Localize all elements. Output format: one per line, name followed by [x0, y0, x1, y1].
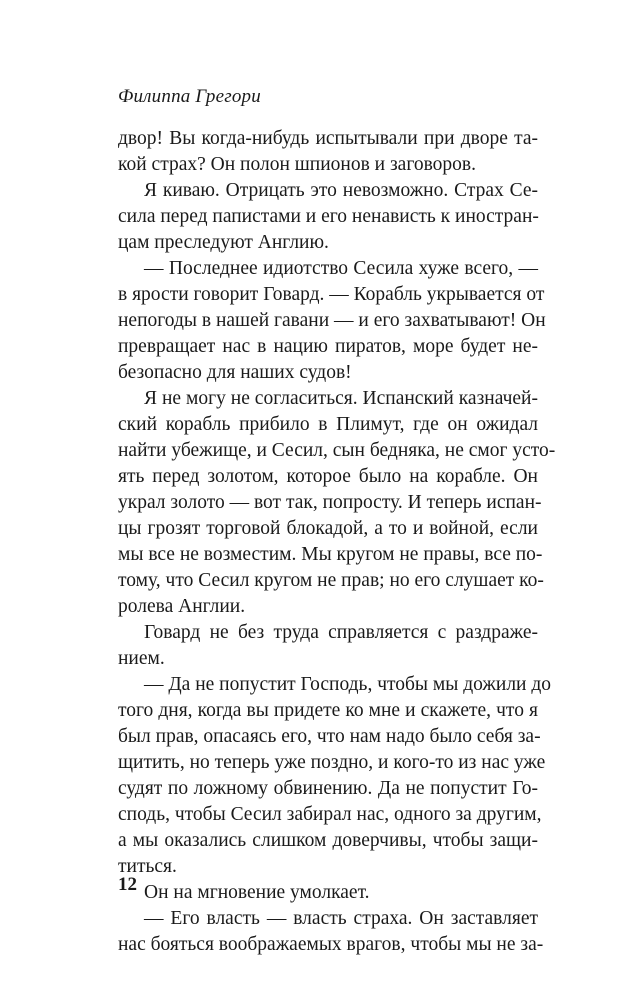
text-line: был прав, опасаясь его, что нам надо было себя за-	[118, 726, 541, 747]
text-line: нас бояться воображаемых врагов, чтобы мы не за-	[118, 934, 544, 955]
text-line: безопасно для наших судов!	[118, 362, 352, 383]
text-line: титься.	[118, 856, 177, 877]
text-line: Я не могу не согласиться. Испанский казначей-	[144, 388, 538, 409]
text-line: в ярости говорит Говард. — Корабль укрывается от	[118, 284, 545, 305]
text-line: цам преследуют Англию.	[118, 232, 329, 253]
text-line: а мы оказались слишком доверчивы, чтобы защи-	[118, 830, 538, 851]
running-head: Филиппа Грегори	[118, 86, 261, 107]
text-line: Он на мгновение умолкает.	[144, 882, 370, 903]
text-line: украл золото — вот так, попросту. И теперь испан-	[118, 492, 542, 513]
text-line: превращает нас в нацию пиратов, море будет не-	[118, 336, 538, 357]
body-text	[118, 126, 556, 958]
text-line: кой страх? Он полон шпионов и заговоров.	[118, 154, 476, 175]
text-line: ролева Англии.	[118, 596, 246, 617]
text-line: Говард не без труда справляется с раздраже-	[144, 622, 538, 643]
text-line: судят по ложному обвинению. Да не попустит Го-	[118, 778, 538, 799]
text-line: тому, что Сесил кругом не прав; но его слушает ко-	[118, 570, 544, 591]
text-line: нием.	[118, 648, 165, 669]
text-line: ять перед золотом, которое было на корабле. Он	[118, 466, 538, 487]
text-line: щитить, но теперь уже поздно, и кого-то из нас уже	[118, 752, 546, 773]
text-line: двор! Вы когда-нибудь испытывали при дворе та-	[118, 128, 538, 149]
text-line: ский корабль прибило в Плимут, где он ожидал	[118, 414, 538, 435]
text-line: — Его власть — власть страха. Он заставляет	[144, 908, 538, 929]
text-line: непогоды в нашей гавани — и его захватывают! Он	[118, 310, 546, 331]
text-line: — Да не попустит Господь, чтобы мы дожили до	[144, 674, 552, 695]
page-number: 12	[118, 874, 137, 895]
text-line: — Последнее идиотство Сесила хуже всего, —	[144, 258, 538, 279]
text-line: цы грозят торговой блокадой, а то и войной, если	[118, 518, 538, 539]
text-line: сподь, чтобы Сесил забирал нас, одного за другим,	[118, 804, 542, 825]
text-line: мы все не возместим. Мы кругом не правы, все по-	[118, 544, 543, 565]
text-line: того дня, когда вы придете ко мне и скажете, что я	[118, 700, 538, 721]
text-line: найти убежище, и Сесил, сын бедняка, не смог усто-	[118, 440, 556, 461]
text-line: сила перед папистами и его ненависть к иностран-	[118, 206, 539, 227]
text-line: Я киваю. Отрицать это невозможно. Страх Се-	[144, 180, 538, 201]
